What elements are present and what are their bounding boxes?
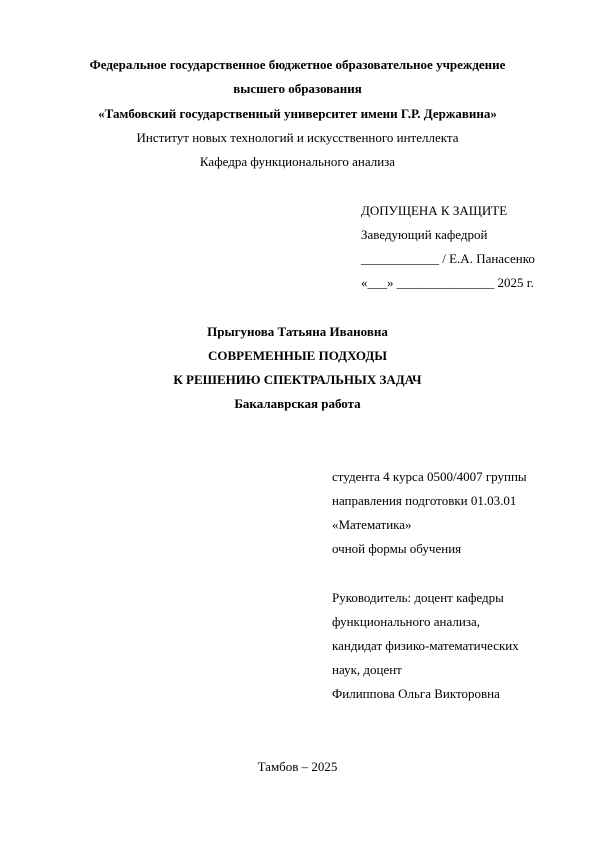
student-line-1: студента 4 курса 0500/4007 группы	[332, 469, 527, 484]
student-line-3: «Математика»	[332, 517, 412, 532]
supervisor-line-4: наук, доцент	[332, 662, 402, 677]
student-line-2: направления подготовки 01.03.01	[332, 493, 517, 508]
approval-date: «___» _______________ 2025 г.	[361, 275, 534, 290]
institute-name: Институт новых технологий и искусственного интеллекта	[136, 130, 459, 145]
department-name: Кафедра функционального анализа	[199, 154, 396, 169]
work-type: Бакалаврская работа	[234, 396, 361, 411]
approval-signature: ____________ / Е.А. Панасенко	[361, 251, 535, 266]
supervisor-line-3: кандидат физико-математических	[332, 638, 519, 653]
approval-role: Заведующий кафедрой	[361, 227, 488, 242]
approval-title: ДОПУЩЕНА К ЗАЩИТЕ	[361, 203, 508, 218]
header-line-1: Федеральное государственное бюджетное образовательное учреждение	[89, 57, 506, 72]
supervisor-name: Филиппова Ольга Викторовна	[332, 686, 500, 701]
city-year: Тамбов – 2025	[257, 759, 338, 774]
supervisor-line-2: функционального анализа,	[332, 614, 480, 629]
work-title-line-2: К РЕШЕНИЮ СПЕКТРАЛЬНЫХ ЗАДАЧ	[173, 372, 422, 387]
student-line-4: очной формы обучения	[332, 541, 462, 556]
university-name: «Тамбовский государственный университет имени Г.Р. Державина»	[98, 106, 497, 121]
header-line-2: высшего образования	[233, 81, 362, 96]
author-name: Прыгунова Татьяна Ивановна	[207, 324, 388, 339]
supervisor-line-1: Руководитель: доцент кафедры	[332, 590, 504, 605]
work-title-line-1: СОВРЕМЕННЫЕ ПОДХОДЫ	[207, 348, 388, 363]
